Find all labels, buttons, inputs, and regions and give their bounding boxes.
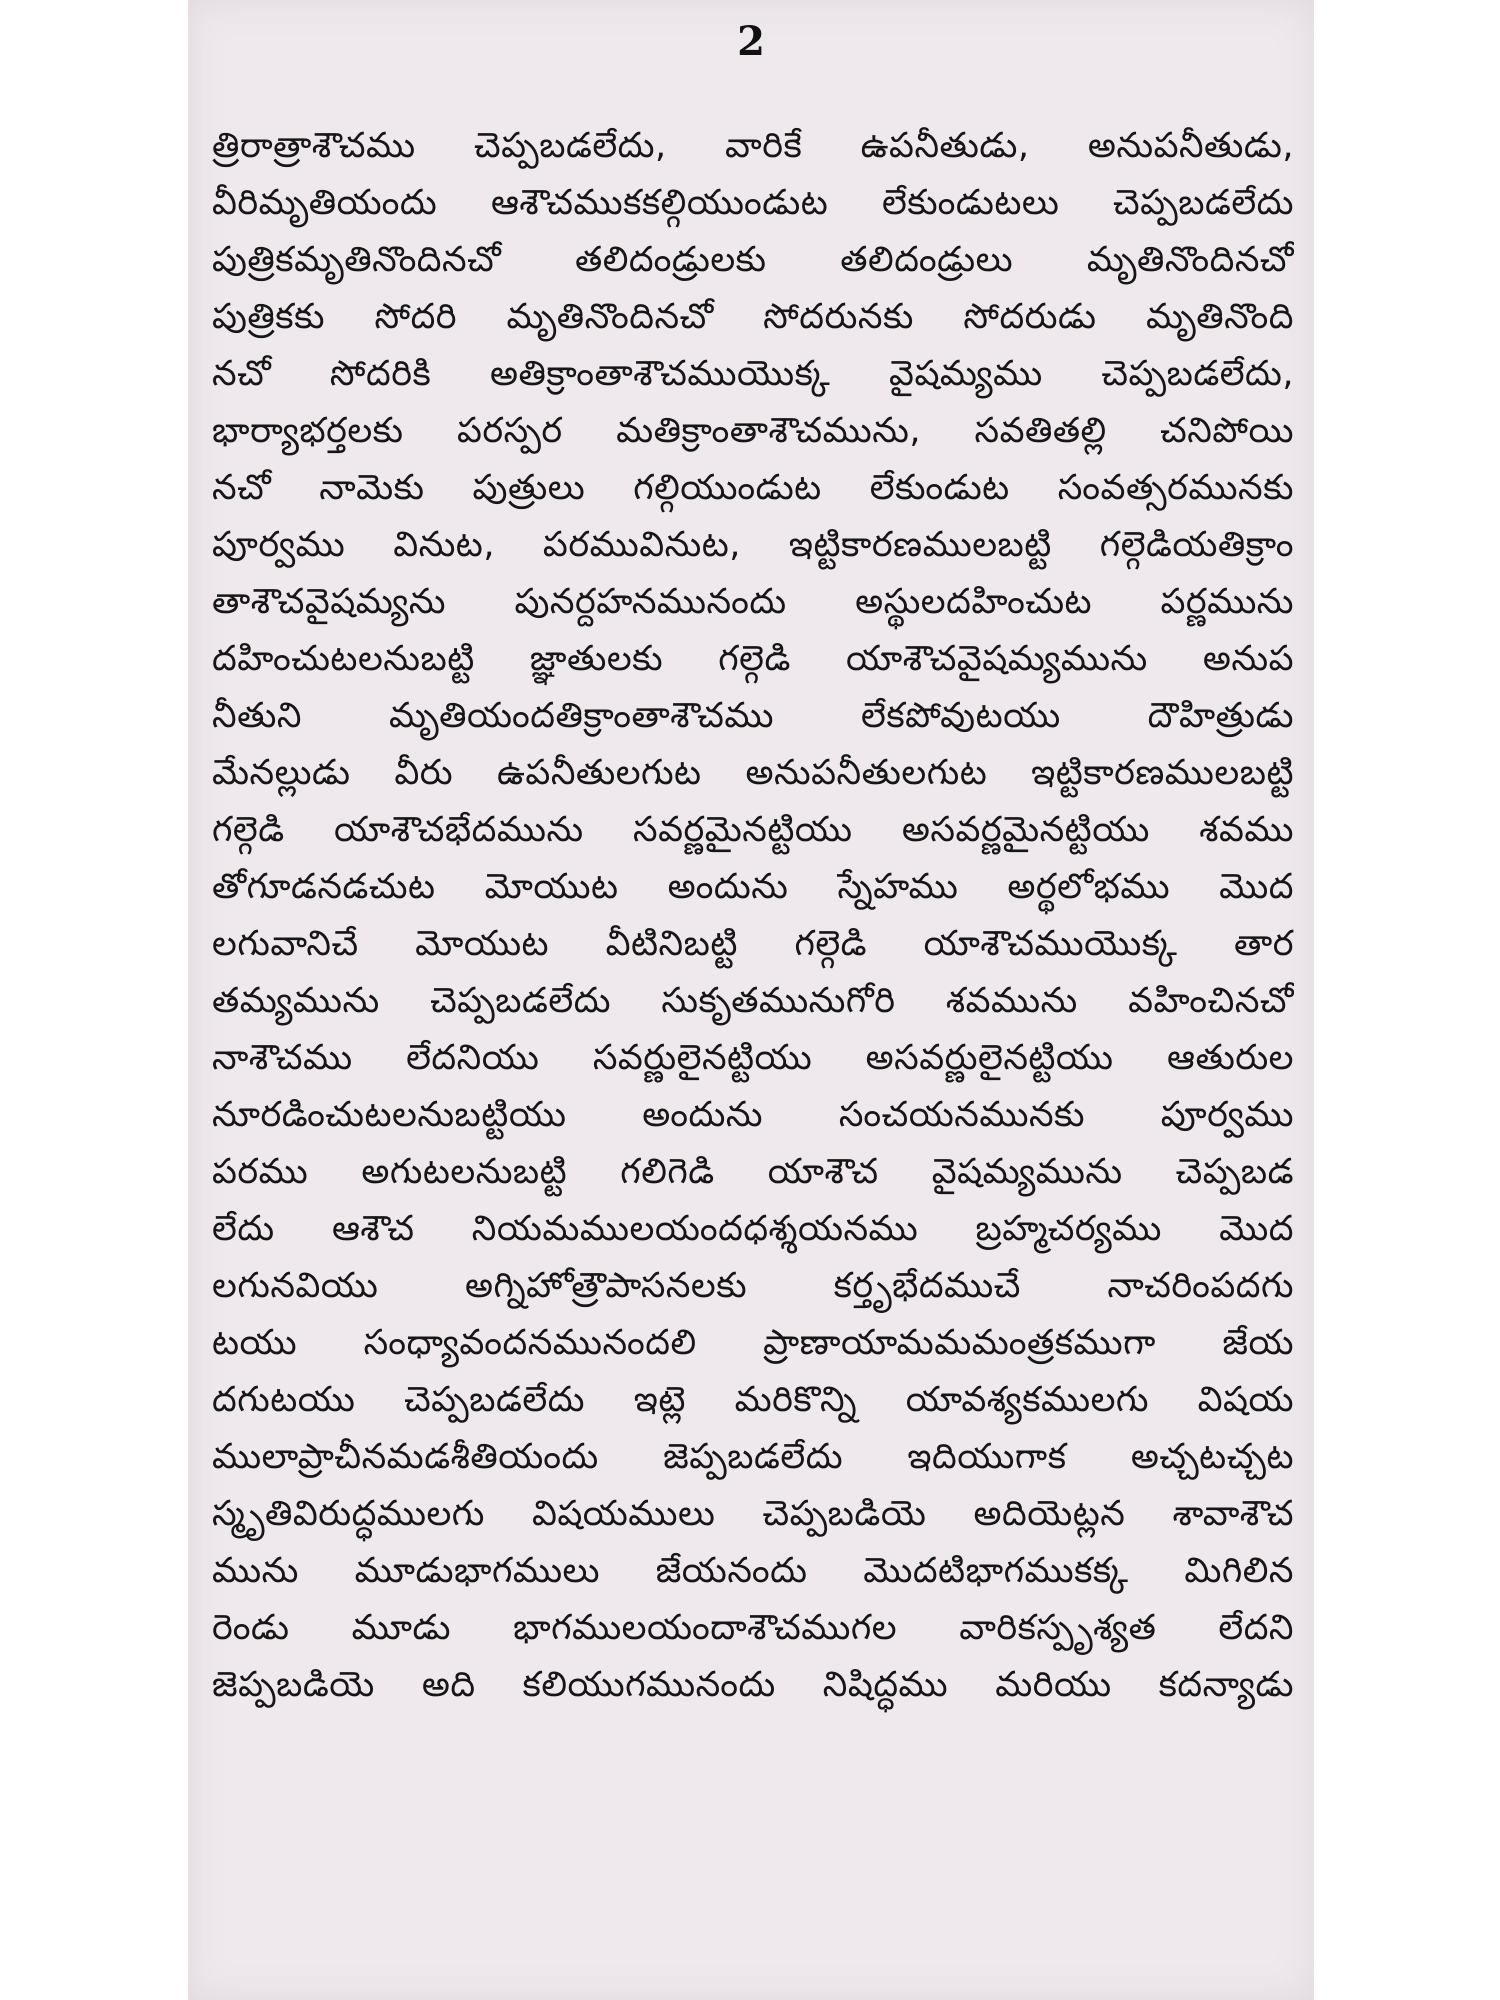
text-line: లగువానిచే మోయుట వీటినిబట్టి గల్గెడి యాశౌచముయొక్క తార [212, 924, 1294, 964]
text-line: భార్యాభర్తలకు పరస్పర మతిక్రాంతాశౌచమును, సవతితల్లి చనిపోయి [212, 411, 1294, 451]
text-line: నచో నామెకు పుత్రులు గల్గియుండుట లేకుండుట సంవత్సరమునకు [212, 468, 1294, 508]
text-line: నచో సోదరికి అతిక్రాంతాశౌచముయొక్క వైషమ్యము చెప్పబడలేదు, [212, 354, 1294, 394]
text-line: టయు సంధ్యావందనమునందలి ప్రాణాయామమమంత్రకముగా జేయ [212, 1323, 1294, 1363]
text-line: రెండు మూడు భాగములయందాశౌచముగల వారికస్పృశ్యత లేదని [212, 1608, 1294, 1648]
text-line: ములాప్రాచీనమడశీతియందు జెప్పబడలేదు ఇదియుగాక అచ్చటచ్చట [212, 1437, 1294, 1477]
text-line: నీతుని మృతియందతిక్రాంతాశౌచము లేకపోవుటయు దౌహిత్రుడు [212, 696, 1294, 736]
text-line: లేదు ఆశౌచ నియమములయందధశ్శయనము బ్రహ్మచర్యము మొద [212, 1209, 1294, 1249]
book-page [188, 0, 1314, 2000]
text-line: మును మూడుభాగములు జేయనందు మొదటిభాగముకక్క మిగిలిన [212, 1551, 1294, 1591]
text-line: జెప్పబడియె అది కలియుగమునందు నిషిద్ధము మరియు కదన్యాడు [212, 1665, 1294, 1705]
text-line: తోగూడనడచుట మోయుట అందును స్నేహము అర్థలోభము మొద [212, 867, 1294, 907]
text-line: తాశౌచవైషమ్యను పునర్దహనమునందు అస్థులదహించుట పర్ణమును [212, 582, 1294, 622]
page-number: 2 [737, 18, 765, 65]
text-line: పుత్రికకు సోదరి మృతినొందినచో సోదరునకు సోదరుడు మృతినొంది [212, 297, 1294, 337]
text-line: వీరిమృతియందు ఆశౌచముకకల్గియుండుట లేకుండుటలు చెప్పబడలేదు [212, 183, 1294, 223]
text-line: పరము అగుటలనుబట్టి గలిగెడి యాశౌచ వైషమ్యమును చెప్పబడ [212, 1152, 1294, 1192]
text-line: త్రిరాత్రాశౌచము చెప్పబడలేదు, వారికే ఉపనీతుడు, అనుపనీతుడు, [212, 126, 1294, 166]
text-line: స్మృతివిరుద్ధములగు విషయములు చెప్పబడియె అదియెట్లన శావాశౌచ [212, 1494, 1294, 1534]
text-line: పుత్రికమృతినొందినచో తలిదండ్రులకు తలిదండ్రులు మృతినొందినచో [212, 240, 1294, 280]
text-line: దగుటయు చెప్పబడలేదు ఇట్లె మరికొన్ని యావశ్యకములగు విషయ [212, 1380, 1294, 1420]
text-line: తమ్యమును చెప్పబడలేదు సుకృతమునుగోరి శవమును వహించినచో [212, 981, 1294, 1021]
text-line: నూరడించుటలనుబట్టియు అందును సంచయనమునకు పూర్వము [212, 1095, 1294, 1135]
body-text [212, 118, 1294, 1714]
text-line: పూర్వము వినుట, పరమువినుట, ఇట్టికారణములబట్టి గల్గెడియతిక్రాం [212, 525, 1294, 565]
text-line: దహించుటలనుబట్టి జ్ఞాతులకు గల్గెడి యాశౌచవైషమ్యమును అనుప [212, 639, 1294, 679]
text-line: మేనల్లుడు వీరు ఉపనీతులగుట అనుపనీతులగుట ఇట్టికారణములబట్టి [212, 753, 1294, 793]
text-line: లగునవియు అగ్నిహోత్రౌపాసనలకు కర్తృభేదముచే నాచరింపదగు [212, 1266, 1294, 1306]
text-line: గల్గెడి యాశౌచభేదమును సవర్ణమైనట్టియు అసవర్ణమైనట్టియు శవము [212, 810, 1294, 850]
text-line: నాశౌచము లేదనియు సవర్ణులైనట్టియు అసవర్ణులైనట్టియు ఆతురుల [212, 1038, 1294, 1078]
